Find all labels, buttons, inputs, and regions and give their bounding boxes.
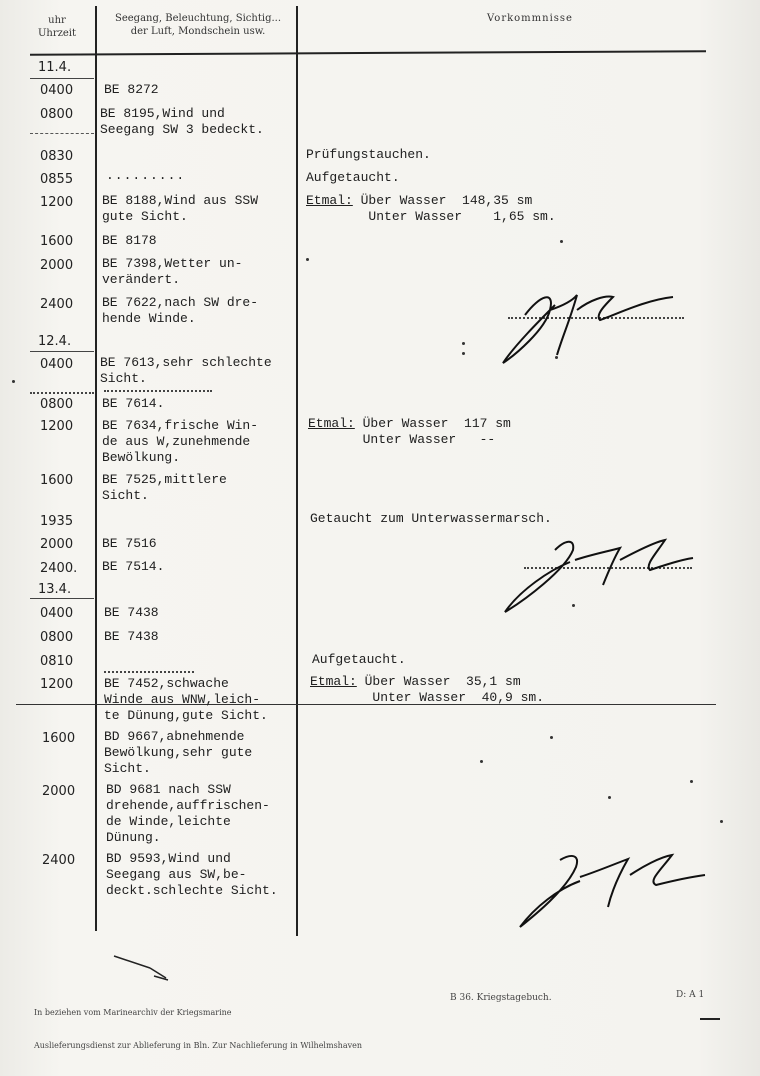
header-time-line1: uhr [48,15,66,26]
ink-speck [560,240,563,243]
footer-imprint-line2: Auslieferungsdienst zur Ablieferung in Bln. Zur Nachlieferung in Wilhelmshaven [34,1041,363,1050]
time-cell: 1600 [40,473,74,488]
footer-imprint-line1: In beziehen vom Marinearchiv der Kriegsmarine [34,1008,232,1017]
signature-mark [495,530,705,620]
event-cell [308,416,511,448]
weather-cell: BE 7634,frische Win- de aus W,zunehmende Bewölkung. [102,418,259,465]
date-underline [30,598,94,599]
event-cell: Getaucht zum Unterwassermarsch. [310,511,552,526]
time-cell: 0400 [40,606,74,621]
weather-cell: BE 7398,Wetter un- verändert. [102,256,243,287]
time-cell: 0810 [40,654,74,669]
time-cell: 1200 [40,195,74,210]
time-cell: 0400 [40,357,74,372]
weather-cell: BD 9667,abnehmende Bewölkung,sehr gute Sicht. [104,729,253,776]
event-cell: Aufgetaucht. [312,652,406,667]
header-events-column: Vorkommnisse [487,13,573,24]
time-cell: 2400 [40,297,74,312]
dotted-separator [104,671,194,673]
ink-speck [555,356,558,359]
time-cell: 11.4. [38,60,72,75]
time-cell: 2400. [40,561,78,576]
arrow-mark [110,950,180,985]
ink-speck [306,258,309,261]
etmal-values: Über Wasser 117 sm Unter Wasser -- [362,416,511,447]
time-cell: 0800 [40,630,74,645]
header-weather-line1: Seegang, Beleuchtung, Sichtig... [114,13,281,24]
time-cell: 13.4. [38,582,72,597]
footer-imprint [34,985,362,1073]
time-cell: 0800 [40,397,74,412]
time-cell: 12.4. [38,334,72,349]
footer-dash [700,1018,720,1020]
dotted-separator [30,392,94,394]
event-cell: Aufgetaucht. [306,170,400,185]
signature-mark [495,275,695,370]
event-cell [310,674,544,706]
weather-cell: BE 7622,nach SW dre- hende Winde. [102,295,259,326]
header-time-column [18,14,96,40]
dotted-separator [104,390,212,392]
weather-cell: BE 7514. [102,559,165,574]
header-weather-column [100,12,296,38]
ink-speck [480,760,483,763]
time-cell: 2000 [40,537,74,552]
etmal-label: Etmal: [306,193,353,208]
weather-cell: BE 7438 [104,605,159,620]
ink-speck [462,342,465,345]
weather-cell: BE 7614. [102,396,165,411]
date-underline [30,351,94,352]
time-cell: 1200 [40,677,74,692]
header-time-line2: Uhrzeit [37,28,77,39]
signature-mark [500,845,715,935]
header-rule [30,50,706,56]
time-cell: 1935 [40,514,74,529]
time-cell: 0800 [40,107,74,122]
ink-speck [690,780,693,783]
time-cell: 2000 [40,258,74,273]
ink-speck [572,604,575,607]
weather-cell: BE 7613,sehr schlechte Sicht. [100,355,272,386]
weather-cell: BD 9593,Wind und Seegang aus SW,be- deckt.schlechte Sicht. [106,851,278,898]
time-cell: 1600 [42,731,76,746]
time-cell: 0855 [40,172,74,187]
weather-cell: BE 8272 [104,82,159,97]
ink-speck [608,796,611,799]
date-underline [30,78,94,79]
ink-speck [720,820,723,823]
weather-cell: BD 9681 nach SSW drehende,auffrischen- de Winde,leichte Dünung. [106,782,270,845]
time-cell: 1200 [40,419,74,434]
ink-speck [550,736,553,739]
etmal-values: Über Wasser 35,1 sm Unter Wasser 40,9 sm. [364,674,545,705]
time-cell: 1600 [40,234,74,249]
time-cell: 0830 [40,149,74,164]
weather-cell: BE 8195,Wind und Seegang SW 3 bedeckt. [100,106,264,137]
ink-speck [12,380,15,383]
time-cell: 0400 [40,83,74,98]
weather-cell: BE 7452,schwache Winde aus WNW,leich- te Dünung,gute Sicht. [104,676,268,723]
time-cell: 2400 [42,853,76,868]
column-divider-events [296,6,298,936]
etmal-label: Etmal: [310,674,357,689]
etmal-values: Über Wasser 148,35 sm Unter Wasser 1,65 sm. [360,193,556,224]
footer-page-mark: D: A 1 [676,990,705,1000]
weather-cell: BE 7525,mittlere Sicht. [102,472,227,503]
weather-cell: BE 8178 [102,233,157,248]
footer-form-number: B 36. Kriegstagebuch. [450,993,552,1003]
etmal-label: Etmal: [308,416,355,431]
time-cell: 2000 [42,784,76,799]
event-cell [306,193,556,225]
column-divider-time [95,6,97,931]
dotted-separator [30,133,94,134]
weather-cell: BE 7516 [102,536,157,551]
event-cell: Prüfungstauchen. [306,147,431,162]
weather-cell: BE 7438 [104,629,159,644]
header-weather-line2: der Luft, Mondschein usw. [130,26,266,37]
weather-cell: BE 8188,Wind aus SSW gute Sicht. [102,193,259,224]
ink-speck [462,352,465,355]
weather-cell: ......... [106,168,186,183]
